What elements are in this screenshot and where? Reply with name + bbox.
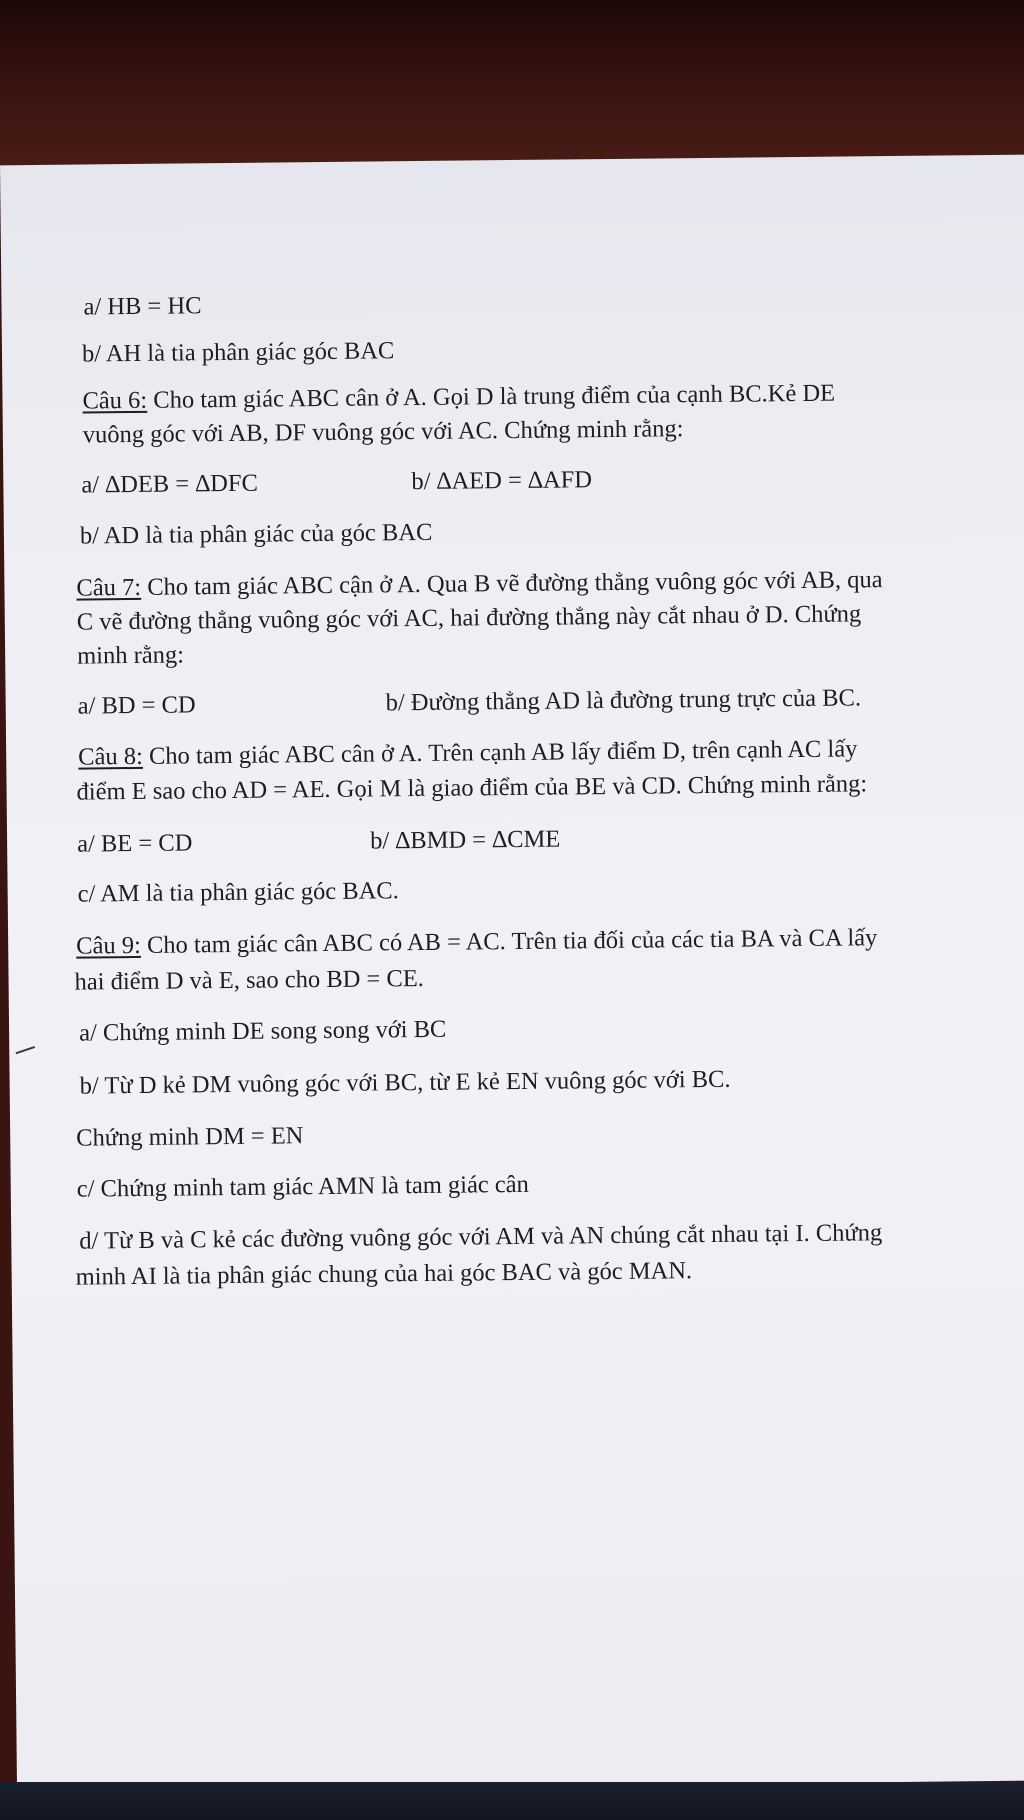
question-8-label: Câu 8:	[78, 742, 144, 771]
question-6-part-b: b/ ∆AED = ∆AFD	[411, 466, 593, 496]
line-b-ah-bisector: b/ AH là tia phân giác góc BAC	[81, 337, 395, 368]
question-7-line-1	[76, 568, 882, 601]
question-9-part-c: c/ Chứng minh tam giác AMN là tam giác cân	[76, 1170, 530, 1203]
question-9-label: Câu 9:	[76, 931, 142, 960]
question-7-part-b: b/ Đường thẳng AD là đường trung trực của BC.	[385, 684, 862, 717]
question-9-line-1	[76, 926, 877, 959]
question-6-text: Cho tam giác ABC cân ở A. Gọi D là trung điểm của cạnh BC.Kẻ DE	[147, 379, 836, 414]
question-8-part-a: a/ BE = CD	[76, 829, 193, 858]
question-6-label: Câu 6:	[82, 386, 148, 415]
question-9-line-2: hai điểm D và E, sao cho BD = CE.	[74, 964, 424, 996]
question-8-text: Cho tam giác ABC cân ở A. Trên cạnh AB lấy điểm D, trên cạnh AC lấy	[142, 735, 858, 770]
question-9-part-b-proof: Chứng minh DM = EN	[76, 1122, 304, 1152]
question-6-line-1	[82, 379, 836, 415]
question-7-line-3: minh rằng:	[77, 641, 185, 670]
question-8-line-1	[78, 737, 857, 770]
question-9-part-a: a/ Chứng minh DE song song với BC	[78, 1015, 447, 1047]
question-8-line-2: điểm E sao cho AD = AE. Gọi M là giao điểm của BE và CD. Chứng minh rằng:	[76, 770, 868, 806]
line-a-hb-hc: a/ HB = HC	[83, 292, 202, 321]
question-9-part-d-line-2: minh AI là tia phân giác chung của hai góc BAC và góc MAN.	[75, 1257, 693, 1291]
paper-sheet	[0, 155, 1024, 1792]
question-9-text: Cho tam giác cân ABC có AB = AC. Trên tia đối của các tia BA và CA lấy	[140, 924, 878, 959]
pencil-mark	[15, 1046, 35, 1054]
question-8-part-c: c/ AM là tia phân giác góc BAC.	[77, 877, 399, 908]
question-6-line-2: vuông góc với AB, DF vuông góc với AC. Chứng minh rằng:	[82, 415, 684, 449]
background-top	[0, 0, 1024, 170]
question-8-part-b: b/ ∆BMD = ∆CME	[369, 825, 561, 855]
question-9-part-b: b/ Từ D kẻ DM vuông góc với BC, từ E kẻ EN vuông góc với BC.	[79, 1065, 731, 1100]
question-6-part-c: b/ AD là tia phân giác của góc BAC	[79, 518, 433, 550]
question-7-text: Cho tam giác ABC cận ở A. Qua B vẽ đường thẳng vuông góc với AB, qua	[140, 566, 883, 601]
question-9-part-d-line-1: d/ Từ B và C kẻ các đường vuông góc với AM và AN chúng cắt nhau tại I. Chứng	[79, 1219, 883, 1255]
question-7-label: Câu 7:	[76, 573, 142, 602]
question-6-part-a: a/ ∆DEB = ∆DFC	[81, 469, 259, 499]
question-7-line-2: C vẽ đường thẳng vuông góc với AC, hai đường thẳng này cắt nhau ở D. Chứng	[76, 600, 862, 636]
question-7-part-a: a/ BD = CD	[77, 691, 196, 720]
background-bottom	[0, 1782, 1024, 1820]
